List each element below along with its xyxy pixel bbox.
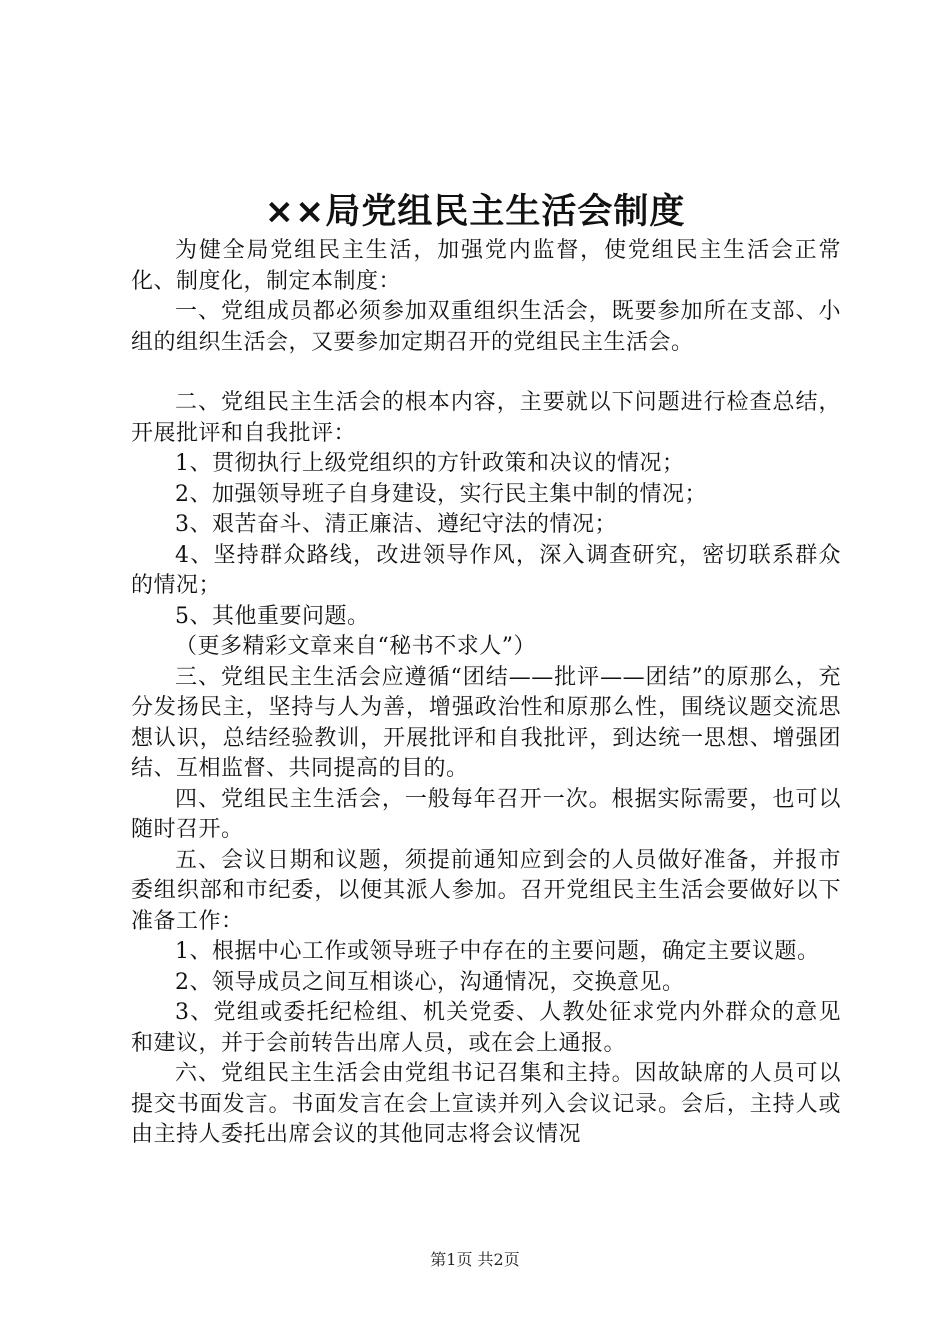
document-body — [131, 236, 841, 1151]
paragraph-6: 六、党组民主生活会由党组书记召集和主持。因故缺席的人员可以提交书面发言。书面发言在会上宣读并列入会议记录。会后，主持人或由主持人委托出席会议的其他同志将会议情况 — [131, 1061, 841, 1147]
list-item: 5、其他重要问题。 — [175, 603, 370, 629]
paragraph-3: 三、党组民主生活会应遵循“团结——批评——团结”的原那么，充分发扬民主，坚持与人为善，增强政治性和原那么性，围绕议题交流思想认识，总结经验教训，开展批评和自我批评，到达统一思想、增强团结、互相监督、共同提高的目的。 — [131, 664, 841, 781]
list-item: 2、领导成员之间互相谈心，沟通情况，交换意见。 — [175, 969, 685, 995]
paragraph-intro: 为健全局党组民主生活，加强党内监督，使党组民主生活会正常化、制度化，制定本制度： — [131, 238, 841, 294]
list-item: 1、根据中心工作或领导班子中存在的主要问题，确定主要议题。 — [175, 939, 820, 964]
list-item: 1、贯彻执行上级党组织的方针政策和决议的情况； — [175, 451, 685, 476]
paragraph-2: 二、党组民主生活会的根本内容，主要就以下问题进行检查总结，开展批评和自我批评： — [131, 390, 841, 446]
list-item: 2、加强领导班子自身建设，实行民主集中制的情况； — [175, 481, 707, 507]
page-footer: 第1页 共2页 — [430, 1250, 520, 1269]
paragraph-4: 四、党组民主生活会，一般每年召开一次。根据实际需要，也可以随时召开。 — [131, 786, 841, 842]
paragraph-5: 五、会议日期和议题，须提前通知应到会的人员做好准备，并报市委组织部和市纪委，以便其派人参加。召开党组民主生活会要做好以下准备工作： — [131, 847, 841, 934]
list-item: 4、坚持群众路线，改进领导作风，深入调查研究，密切联系群众的情况； — [131, 542, 841, 598]
document-title: ××局党组民主生活会制度 — [264, 192, 686, 232]
source-note: （更多精彩文章来自“秘书不求人”） — [175, 634, 536, 659]
paragraph-1: 一、党组成员都必须参加双重组织生活会，既要参加所在支部、小组的组织生活会，又要参加定期召开的党组民主生活会。 — [131, 299, 841, 355]
list-item: 3、党组或委托纪检组、机关党委、人教处征求党内外群众的意见和建议，并于会前转告出席人员，或在会上通报。 — [131, 1000, 841, 1056]
list-item: 3、艰苦奋斗、清正廉洁、遵纪守法的情况； — [175, 512, 617, 537]
